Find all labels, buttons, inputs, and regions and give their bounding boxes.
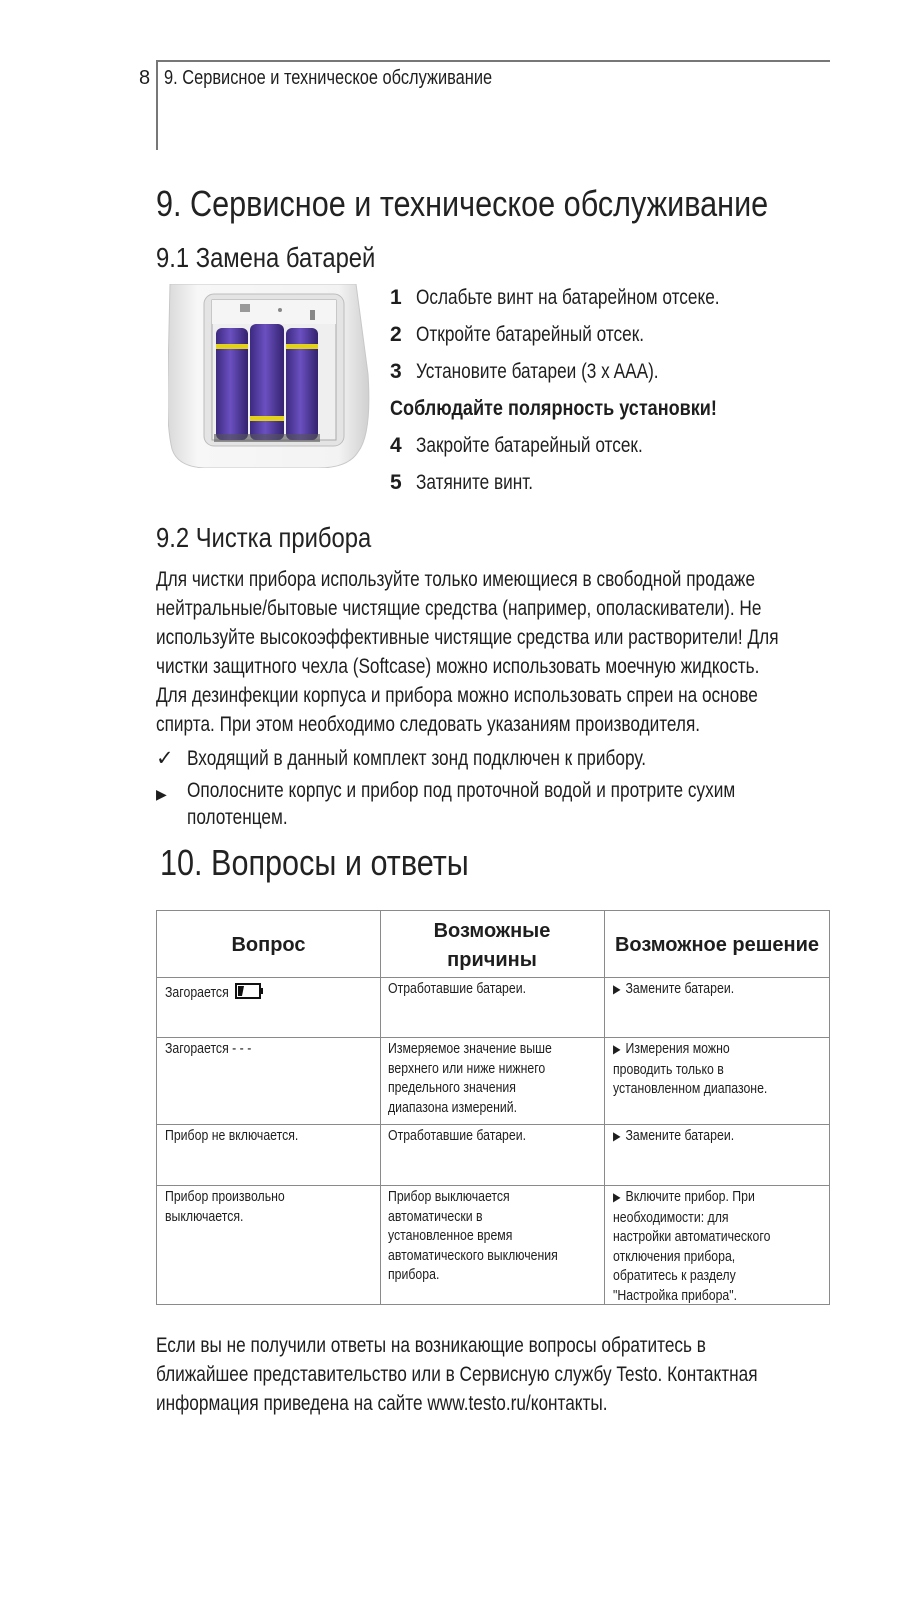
triangle-bullet-icon: ▶ (613, 1042, 621, 1056)
cause-line: автоматически в (388, 1207, 483, 1225)
header-rule-left (156, 60, 158, 150)
cause-line: диапазона измерений. (388, 1098, 518, 1116)
row2-cause (388, 1039, 588, 1117)
checkmark-icon: ✓ (156, 747, 174, 770)
battery-right (286, 328, 318, 440)
section-9-1-title-text: 9.1 Замена батарей (156, 242, 376, 273)
table-header-causes (380, 917, 604, 975)
step-text: Ослабьте винт на батарейном отсеке. (416, 286, 720, 309)
row-divider (157, 977, 829, 978)
cause-line: Отработавшие батареи. (388, 980, 527, 997)
step-number: 1 (390, 286, 402, 309)
row3-solution (613, 1126, 761, 1147)
paragraph-line: Для дезинфекции корпуса и прибора можно использовать спреи на основе (156, 684, 758, 707)
action-item (156, 777, 836, 831)
solution-line (613, 1126, 734, 1147)
battery-middle (250, 324, 284, 440)
running-title-text: 9. Сервисное и техническое обслуживание (164, 67, 493, 89)
table-header-question (157, 931, 380, 960)
paragraph-line: используйте высокоэффективные чистящие средства или растворители! Для (156, 626, 779, 649)
cause-line: верхнего или ниже нижнего (388, 1059, 546, 1077)
step-text: Закройте батарейный отсек. (416, 434, 643, 457)
step-text: Откройте батарейный отсек. (416, 323, 645, 346)
header-text: Возможное решение (614, 934, 820, 956)
row4-cause (388, 1187, 595, 1285)
row3-cause (388, 1126, 556, 1146)
row-divider (157, 1185, 829, 1186)
solution-line: настройки автоматического (613, 1228, 771, 1245)
table-header-solution (604, 931, 830, 960)
cause-line: Прибор выключается (388, 1188, 510, 1205)
question-text: Загорается (165, 984, 229, 1001)
polarity-warning (390, 397, 770, 421)
step-text: Затяните винт. (416, 471, 534, 494)
running-title (164, 67, 564, 90)
question-text: Прибор не включается. (165, 1127, 299, 1144)
action-line: полотенцем. (187, 806, 288, 829)
solution-line: необходимости: для (613, 1208, 729, 1226)
solution-line: обратитесь к разделу (613, 1267, 736, 1284)
header-rule-top (156, 60, 830, 62)
header-text: Возможные (433, 920, 551, 942)
cause-line: Измеряемое значение выше (388, 1040, 552, 1057)
row3-question (165, 1126, 328, 1146)
step-number: 3 (390, 360, 402, 383)
precondition-item (156, 745, 836, 772)
solution-line (613, 979, 734, 1000)
step-2 (390, 323, 694, 347)
solution-line: "Настройка прибора". (613, 1286, 738, 1304)
question-text: Загорается - - - (165, 1040, 252, 1057)
solution-line: установленном диапазоне. (613, 1080, 768, 1097)
paragraph-line: Если вы не получили ответы на возникающие вопросы обратитесь в (156, 1334, 706, 1357)
paragraph-line: спирта. При этом необходимо следовать указаниям производителя. (156, 713, 701, 736)
solution-line: проводить только в (613, 1060, 724, 1078)
question-text: Прибор произвольно (165, 1188, 285, 1205)
row4-solution (613, 1187, 805, 1305)
paragraph-line: нейтральные/бытовые чистящие средства (например, ополаскиватели). Не (156, 597, 762, 620)
page-number: 8 (139, 67, 151, 89)
faq-table (156, 910, 830, 1305)
row2-solution (613, 1039, 801, 1099)
paragraph-line: Для чистки прибора используйте только имеющиеся в свободной продаже (156, 568, 756, 591)
solution-line (613, 1039, 767, 1060)
section-9-2-title (156, 522, 409, 554)
triangle-bullet-icon: ▶ (613, 1190, 621, 1204)
column-divider (604, 911, 605, 1304)
header-text: Вопрос (231, 934, 306, 956)
cause-line: прибора. (388, 1266, 440, 1283)
row-divider (157, 1037, 829, 1038)
cause-line: предельного значения (388, 1079, 516, 1096)
section-9-title (156, 183, 876, 225)
step-text: Установите батареи (3 x AAA). (416, 360, 659, 383)
low-battery-icon (235, 983, 265, 999)
cause-line: автоматического выключения (388, 1246, 558, 1264)
step-4 (390, 434, 693, 458)
step-3 (390, 360, 712, 384)
cleaning-paragraph (156, 565, 900, 739)
paragraph-line: информация приведена на сайте www.testo.ru/контакты. (156, 1392, 608, 1415)
row1-solution (613, 979, 761, 1000)
solution-text: Измерения можно (625, 1040, 730, 1057)
contact-paragraph (156, 1331, 890, 1418)
battery-compartment-photo (168, 284, 378, 468)
triangle-bullet-icon: ▶ (156, 786, 167, 802)
row4-question (165, 1187, 311, 1226)
section-9-2-title-text: 9.2 Чистка прибора (156, 522, 372, 553)
step-5 (390, 471, 559, 495)
solution-text: Замените батареи. (625, 1127, 735, 1144)
section-10-title (160, 842, 523, 884)
section-10-title-text: 10. Вопросы и ответы (160, 842, 469, 883)
paragraph-line: чистки защитного чехла (Softcase) можно использовать моечную жидкость. (156, 655, 760, 678)
solution-text: Замените батареи. (625, 980, 735, 997)
battery-left (216, 328, 248, 440)
action-line: Ополосните корпус и прибор под проточной водой и протрите сухим (187, 779, 736, 802)
question-text: выключается. (165, 1207, 244, 1225)
row1-question (165, 983, 265, 1003)
step-1 (390, 286, 786, 310)
cause-line: установленное время (388, 1227, 513, 1244)
section-9-title-text: 9. Сервисное и техническое обслуживание (156, 183, 769, 224)
section-9-1-title (156, 242, 414, 274)
solution-line: отключения прибора, (613, 1247, 736, 1265)
precondition-line: Входящий в данный комплект зонд подключен к прибору. (187, 747, 647, 770)
row-divider (157, 1124, 829, 1125)
cause-line: Отработавшие батареи. (388, 1127, 527, 1144)
paragraph-line: ближайшее представительство или в Сервисную службу Testo. Контактная (156, 1363, 758, 1386)
step-number: 5 (390, 471, 402, 494)
row2-question (165, 1039, 270, 1059)
header-text: причины (447, 949, 537, 971)
action-text (187, 777, 856, 831)
precondition-text (187, 745, 747, 772)
solution-text: Включите прибор. При (625, 1188, 755, 1205)
triangle-bullet-icon: ▶ (613, 982, 621, 996)
solution-line (613, 1187, 770, 1208)
row1-cause (388, 979, 556, 999)
step-number: 2 (390, 323, 402, 346)
triangle-bullet-icon: ▶ (613, 1129, 621, 1143)
warning-text: Соблюдайте полярность установки! (390, 397, 717, 420)
step-number: 4 (390, 434, 402, 457)
